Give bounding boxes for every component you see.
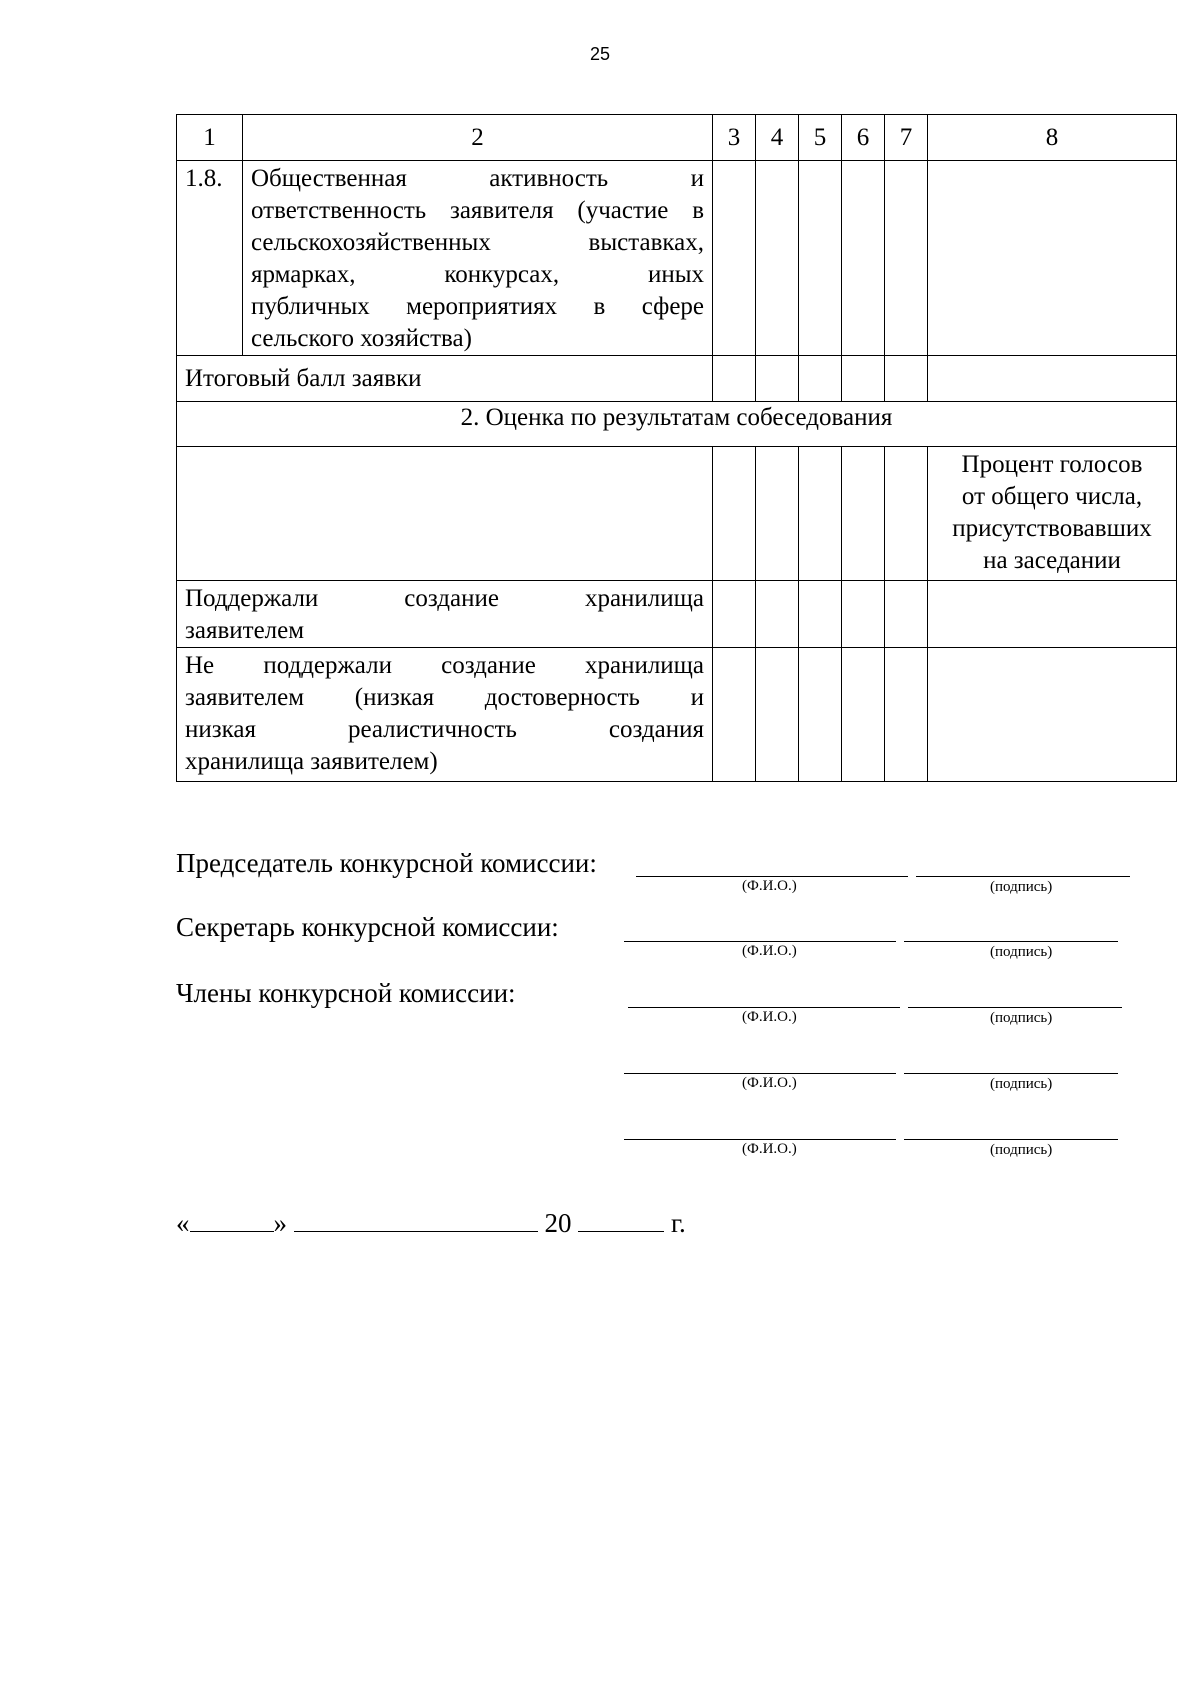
- signature-hint: (подпись): [990, 1076, 1053, 1092]
- score-cell: [713, 161, 756, 356]
- text-line: заявителем: [185, 617, 305, 644]
- header-cell-3: 3: [713, 115, 756, 161]
- vote-cell: [713, 447, 756, 581]
- score-cell: [885, 356, 928, 402]
- text-line: Процент голосов: [961, 451, 1143, 478]
- fio-hint: (Ф.И.О.): [742, 1009, 797, 1025]
- member-signature-line: [904, 1073, 1118, 1074]
- day-blank: [190, 1209, 274, 1232]
- signature-hint: (подпись): [990, 879, 1053, 895]
- section-title-row: [177, 402, 1177, 447]
- chairman-name-line: [636, 876, 908, 877]
- header-cell-2: 2: [243, 115, 713, 161]
- score-cell: [842, 356, 885, 402]
- percent-cell: [928, 581, 1177, 648]
- vote-cell: [799, 581, 842, 648]
- score-cell: [885, 161, 928, 356]
- header-cell-7: 7: [885, 115, 928, 161]
- vote-cell: [756, 581, 799, 648]
- secretary-signature-line: [904, 941, 1118, 942]
- text-line: сельского хозяйства): [251, 325, 472, 352]
- total-label: Итоговый балл заявки: [177, 356, 713, 402]
- row-number-cell: 1.8.: [177, 161, 243, 356]
- section2-header-row: [177, 447, 1177, 581]
- close-quote: »: [273, 1208, 287, 1238]
- text-line: заявителем (низкая достоверность и: [185, 684, 705, 711]
- vote-cell: [756, 447, 799, 581]
- vote-cell: [842, 581, 885, 648]
- text-line: Поддержали создание хранилища: [185, 585, 704, 612]
- header-cell-6: 6: [842, 115, 885, 161]
- table-row: [177, 161, 1177, 356]
- score-cell: [799, 161, 842, 356]
- percent-header-cell: [928, 447, 1177, 581]
- score-cell: [799, 356, 842, 402]
- header-cell-1: 1: [177, 115, 243, 161]
- fio-hint: (Ф.И.О.): [742, 878, 797, 894]
- section-title: 2. Оценка по результатам собеседования: [177, 402, 1177, 447]
- header-cell-4: 4: [756, 115, 799, 161]
- percent-cell: [928, 648, 1177, 782]
- chairman-label: Председатель конкурсной комиссии:: [176, 848, 597, 878]
- header-cell-8: 8: [928, 115, 1177, 161]
- score-cell: [756, 161, 799, 356]
- year-blank: [578, 1209, 664, 1232]
- text-line: присутствовавших: [952, 515, 1152, 542]
- score-cell: [928, 161, 1177, 356]
- member-signature-line: [908, 1007, 1122, 1008]
- vote-cell: [842, 447, 885, 581]
- score-cell: [756, 356, 799, 402]
- signature-hint: (подпись): [990, 1010, 1053, 1026]
- total-row: [177, 356, 1177, 402]
- vote-cell: [756, 648, 799, 782]
- vote-cell: [842, 648, 885, 782]
- vote-cell: [713, 648, 756, 782]
- date-line: [176, 1208, 686, 1239]
- not-supported-label: [177, 648, 713, 782]
- score-cell: [842, 161, 885, 356]
- text-line: сельскохозяйственных выставках,: [251, 229, 704, 256]
- text-line: Общественная активность и: [251, 165, 704, 192]
- vote-cell: [799, 447, 842, 581]
- evaluation-table: [176, 114, 1177, 782]
- text-line: на заседании: [983, 547, 1121, 574]
- text-line: низкая реалистичность создания: [185, 716, 705, 743]
- year-suffix: г.: [671, 1208, 686, 1238]
- score-cell: [928, 356, 1177, 402]
- vote-cell: [885, 581, 928, 648]
- member-signature-line: [904, 1139, 1118, 1140]
- criterion-text-cell: [243, 161, 713, 356]
- text-line: ответственность заявителя (участие в: [251, 197, 704, 224]
- vote-cell: [713, 581, 756, 648]
- member-name-line: [624, 1073, 896, 1074]
- vote-cell: [885, 648, 928, 782]
- fio-hint: (Ф.И.О.): [742, 1075, 797, 1091]
- table-header-row: [177, 115, 1177, 161]
- fio-hint: (Ф.И.О.): [742, 1141, 797, 1157]
- table-row: [177, 581, 1177, 648]
- signature-hint: (подпись): [990, 944, 1053, 960]
- text-line: ярмарках, конкурсах, иных: [251, 261, 704, 288]
- fio-hint: (Ф.И.О.): [742, 943, 797, 959]
- vote-cell: [799, 648, 842, 782]
- month-blank: [294, 1209, 538, 1232]
- signature-hint: (подпись): [990, 1142, 1053, 1158]
- chairman-signature-line: [916, 876, 1130, 877]
- table-row: [177, 648, 1177, 782]
- text-line: публичных мероприятиях в сфере: [251, 293, 705, 320]
- year-prefix: 20: [544, 1208, 572, 1238]
- score-cell: [713, 356, 756, 402]
- member-name-line: [624, 1139, 896, 1140]
- open-quote: «: [176, 1208, 190, 1238]
- page-number: 25: [589, 44, 611, 64]
- member-name-line: [628, 1007, 900, 1008]
- text-line: от общего числа,: [961, 483, 1143, 510]
- members-label: Члены конкурсной комиссии:: [176, 978, 516, 1008]
- text-line: хранилища заявителем): [185, 748, 438, 775]
- empty-cell: [177, 447, 713, 581]
- supported-label: [177, 581, 713, 648]
- secretary-label: Секретарь конкурсной комиссии:: [176, 912, 559, 942]
- secretary-name-line: [624, 941, 896, 942]
- header-cell-5: 5: [799, 115, 842, 161]
- vote-cell: [885, 447, 928, 581]
- text-line: Не поддержали создание хранилища: [185, 652, 705, 679]
